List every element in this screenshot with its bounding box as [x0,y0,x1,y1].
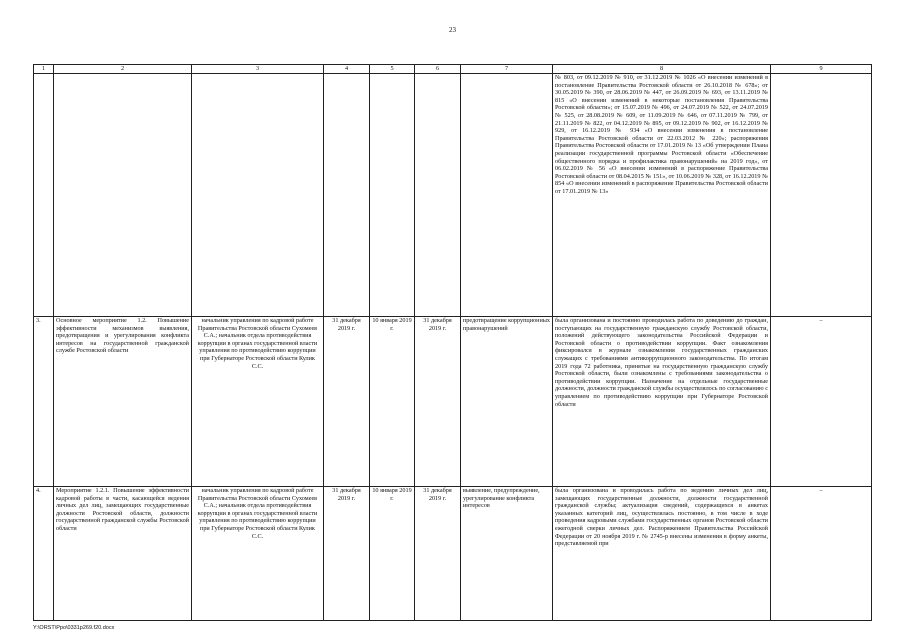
actual-result-cell: была организована и проводилась работа по ведению личных дел лиц, замещающих государственные должности, должности государственной гражданской службы; актуализация сведений, содержащихся в анкетах указанных категорий лиц, осуществлялась постоянно, в том числе в ходе проведения кадровыми службами государственных органов Ростовской области ежегодной сверки личных дел. Распоряжением Правительства Российской Федерации от 20 ноября 2019 г. № 2745-р внесены изменения в форму анкеты, представляемой при [553,487,771,621]
end-date-cell: 31 декабря 2019 г. [415,487,461,621]
row-number-cell: 3. [34,317,54,487]
row-number-cell: 4. [34,487,54,621]
column-number: 2 [54,65,192,74]
expected-result-cell: предотвращение коррупционных правонарушений [461,317,553,487]
planned-date-cell: 31 декабря 2019 г. [324,487,370,621]
notes-cell: – [771,317,872,487]
activity-cell: Мероприятие 1.2.1. Повышение эффективности кадровой работы в части, касающейся ведения личных дел лиц, замещающих государственные должности Ростовской области, должности государственной гражданской службы Ростовской области [54,487,192,621]
actual-result-cell: была организована и постоянно проводилась работа по доведению до граждан, поступающих на государственную гражданскую службу Ростовской области, положений действующего законодательства Российской Федерации и Ростовской области о противодействии коррупции. Факт ознакомления фиксировался в журнале ознакомления государственных гражданских служащих с требованиями антикоррупционного законодательства. По итогам 2019 года 72 работника, принятые на государственную гражданскую службу Ростовской области, были ознакомлены с требованиями законодательства о противодействии коррупции. Назначение на отдельные государственные должности, должности гражданской службы осуществлялось по согласованию с управлением по противодействию коррупции при Губернаторе Ростовской области [553,317,771,487]
start-date-cell: 10 января 2019 г. [370,317,415,487]
column-number: 7 [461,65,553,74]
end-date-cell [415,74,461,317]
planned-date-cell [324,74,370,317]
column-number: 4 [324,65,370,74]
expected-result-cell [461,74,553,317]
file-path-footer: Y:\ORST\Ppo\0331p269.f20.docx [33,625,115,631]
table-row [34,317,872,487]
planned-date-cell: 31 декабря 2019 г. [324,317,370,487]
responsible-cell [192,74,324,317]
column-number: 3 [192,65,324,74]
row-number-cell [34,74,54,317]
page-number: 23 [449,26,456,34]
table-row [34,74,872,317]
notes-cell [771,74,872,317]
notes-cell: – [771,487,872,621]
column-number-row [34,65,872,74]
column-number: 9 [771,65,872,74]
column-number: 1 [34,65,54,74]
responsible-cell: начальник управления по кадровой работе Правительства Ростовской области Сухомеев С.А.; начальник отдела противодействия коррупции в органах государственной власти управления по противодействию коррупции при Губернаторе Ростовской области Кулик С.С. [192,487,324,621]
column-number: 8 [553,65,771,74]
column-number: 5 [370,65,415,74]
actual-result-cell: № 803, от 09.12.2019 № 910, от 31.12.2019 № 1026 «О внесении изменений в постановление Правительства Ростовской области от 26.10.2018 № 678»; от 30.05.2019 № 390, от 28.06.2019 № 447, от 26.09.2019 № 693, от 13.11.2019 № 815 «О внесении изменений в некоторые постановления Правительства Ростовской области»; от 15.07.2019 № 496, от 24.07.2019 № 522, от 24.07.2019 № 525, от 28.08.2019 № 609, от 11.09.2019 № 646, от 07.11.2019 № 799, от 21.11.2019 № 822, от 04.12.2019 № 895, от 09.12.2019 № 902, от 16.12.2019 № 929, от 16.12.2019 № 934 «О внесении изменения в постановление Правительства Ростовской области от 22.03.2012 № 220»; распоряжения Правительства Ростовской области от 17.01.2019 № 13 «Об утверждении Плана реализации государственной программы Ростовской области «Обеспечение общественного порядка и профилактика правонарушений» на 2019 год», от 06.02.2019 № 56 «О внесении изменений в распоряжение Правительства Ростовской области от 08.04.2015 № 151», от 10.06.2019 № 328, от 16.12.2019 № 854 «О внесении изменений в распоряжение Правительства Ростовской области от 17.01.2019 № 13» [553,74,771,317]
activity-cell: Основное мероприятие 1.2. Повышение эффективности механизмов выявления, предотвращения и урегулирования конфликта интересов на государственной гражданской службе Ростовской области [54,317,192,487]
report-table [33,64,872,621]
start-date-cell: 10 января 2019 г. [370,487,415,621]
column-number: 6 [415,65,461,74]
end-date-cell: 31 декабря 2019 г. [415,317,461,487]
start-date-cell [370,74,415,317]
table-row [34,487,872,621]
expected-result-cell: выявление, предупреждение, урегулирование конфликта интересов [461,487,553,621]
activity-cell [54,74,192,317]
responsible-cell: начальник управления по кадровой работе Правительства Ростовской области Сухомеев С.А.; начальник отдела противодействия коррупции в органах государственной власти управления по противодействию коррупции при Губернаторе Ростовской области Кулик С.С. [192,317,324,487]
